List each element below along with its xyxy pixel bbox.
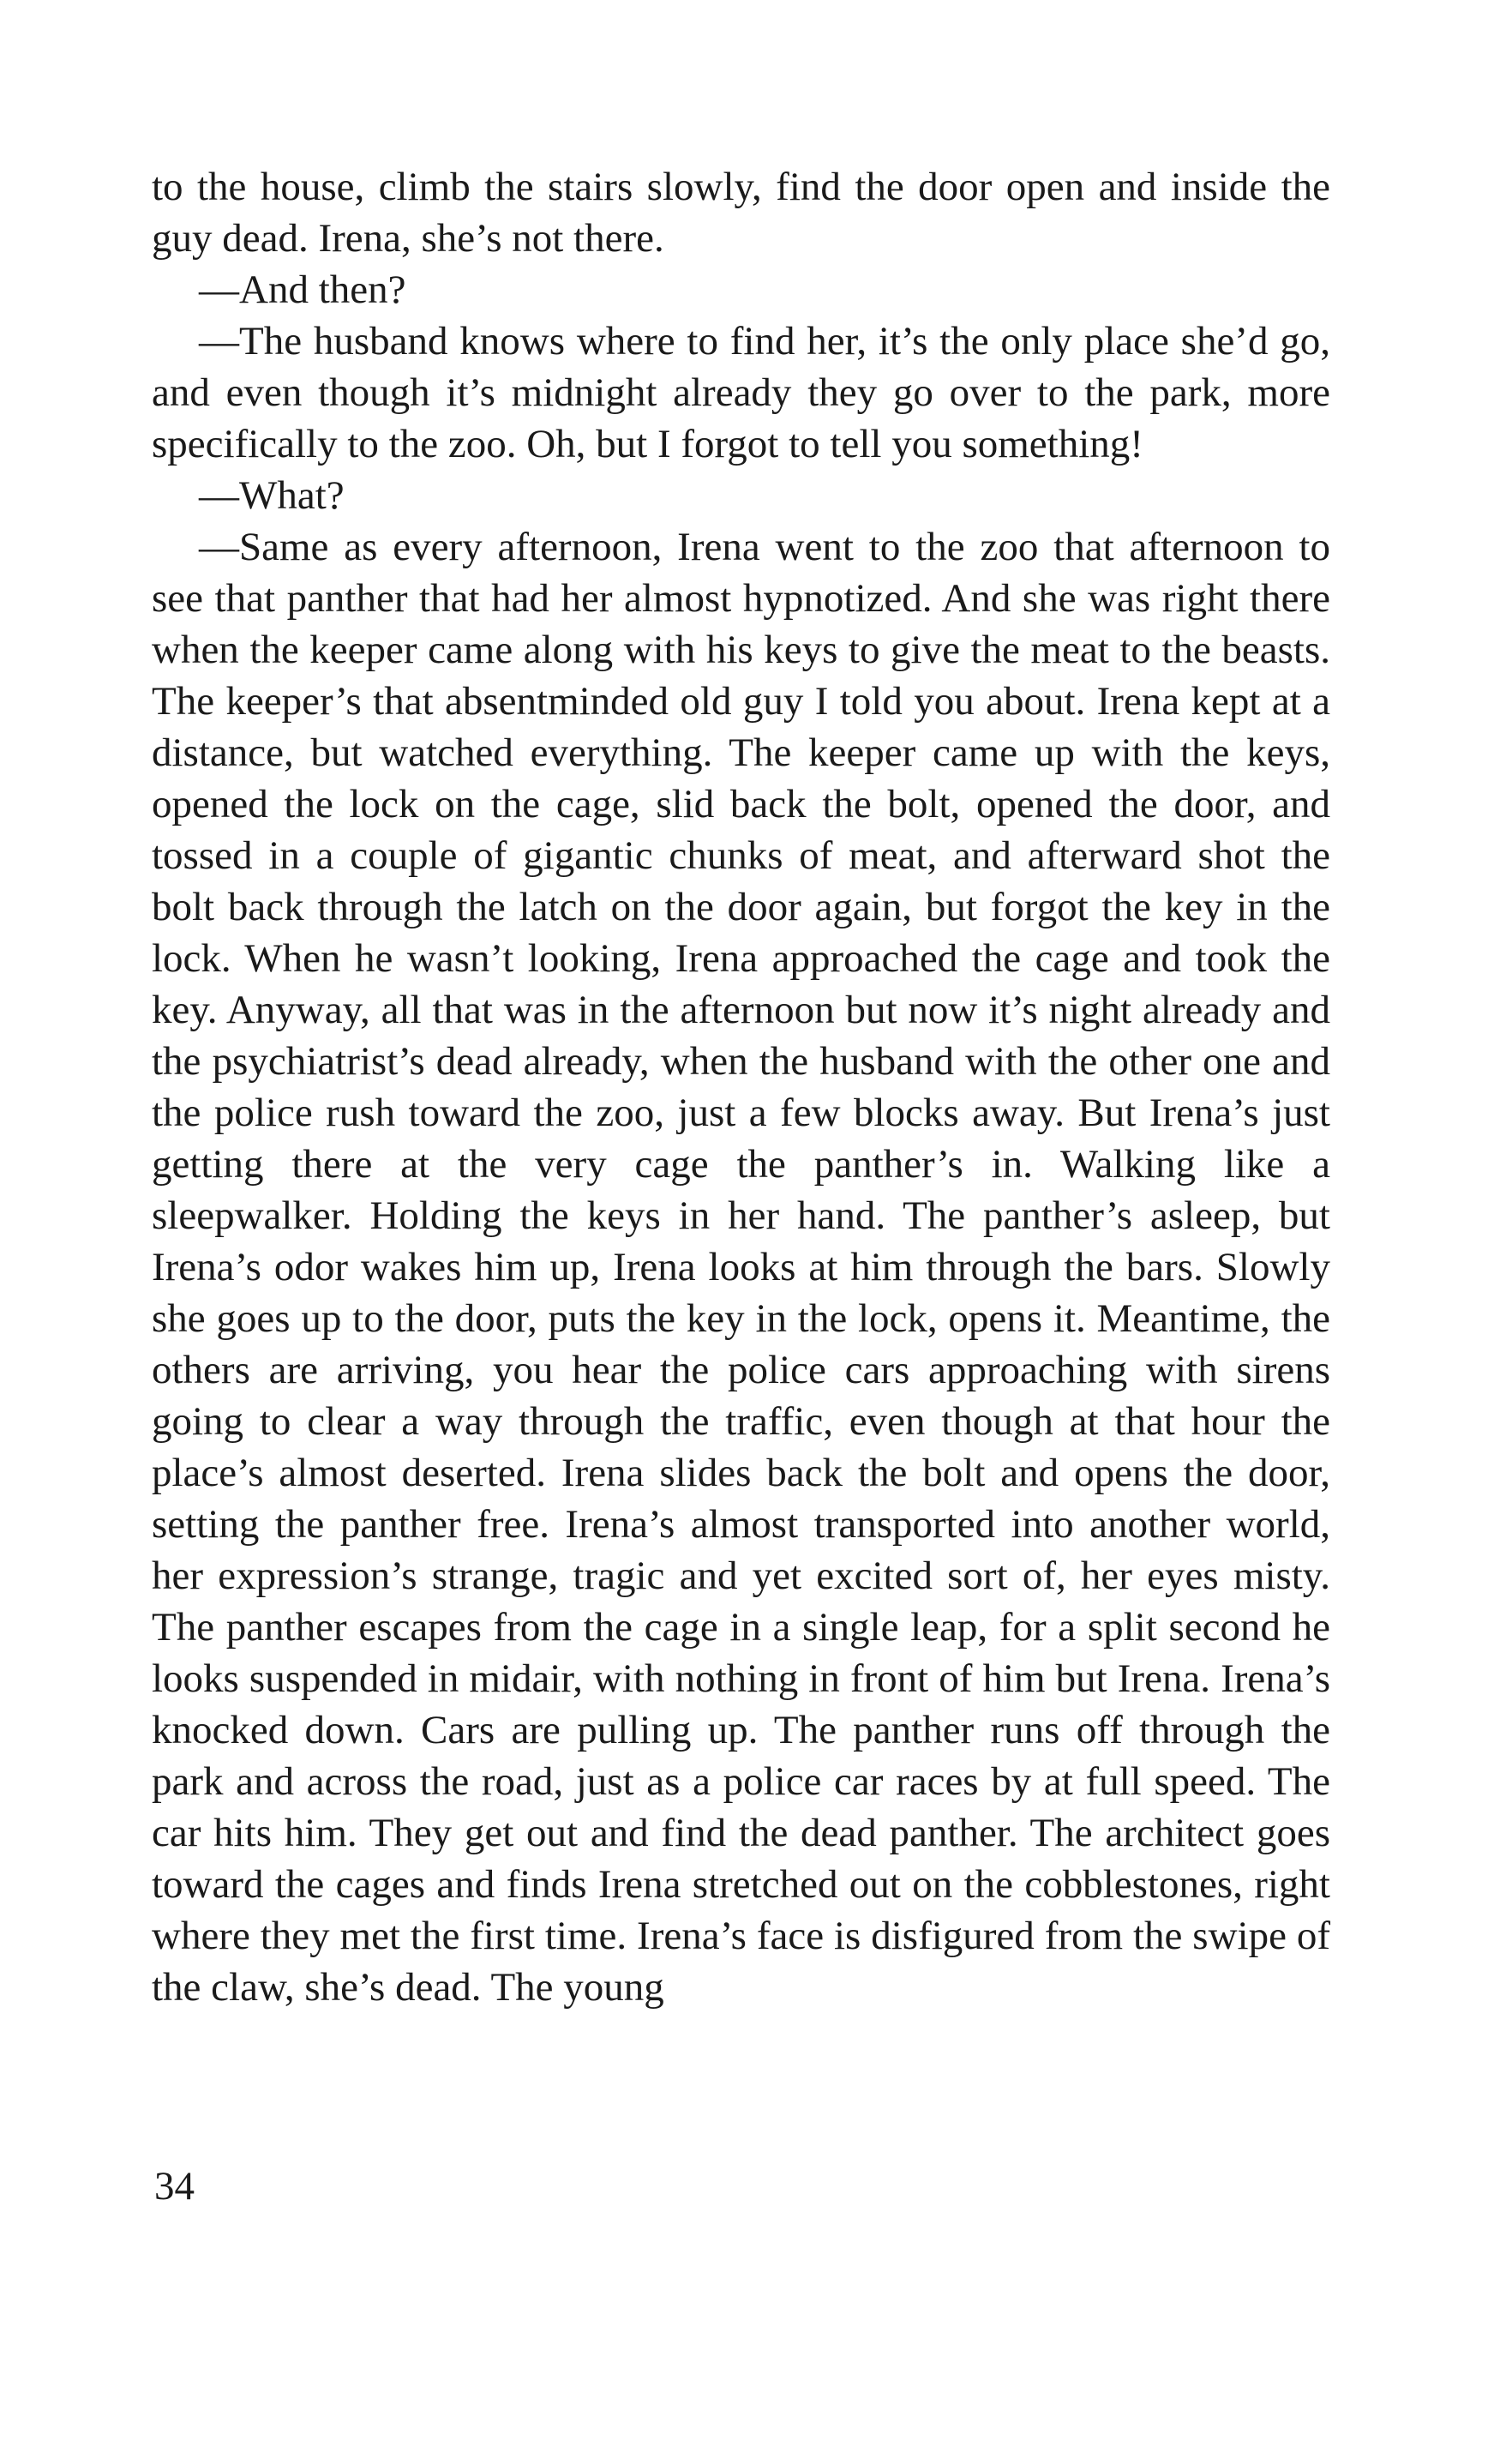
dialogue-what: —What? [199, 473, 345, 518]
dialogue-same-as-every-afternoon: —Same as every afternoon, Irena went to the zoo that afternoon to see that panther that had her almost hypnotized. And she was right there when the keeper came along with his keys to give the meat to the beasts. The keeper’s that absentminded old guy I told you about. Irena kept at a distance, but watched everything. The keeper came up with the keys, opened the lock on the cage, slid back the bolt, opened the door, and tossed in a couple of gigantic chunks of meat, and afterward shot the bolt back through the latch on the door again, but forgot the key in the lock. When he wasn’t looking, Irena approached the cage and took the key. Anyway, all that was in the afternoon but now it’s night already and the psychiatrist’s dead already, when the husband with the other one and the police rush toward the zoo, just a few blocks away. But Irena’s just getting there at the very cage the panther’s in. Walking like a sleepwalker. Holding the keys in her hand. The panther’s asleep, but Irena’s odor wakes him up, Irena looks at him through the bars. Slowly she goes up to the door, puts the key in the lock, opens it. Meantime, the others are arriving, you hear the police cars approaching with sirens going to clear a way through the traffic, even though at that hour the place’s almost deserted. Irena slides back the bolt and opens the door, setting the panther free. Irena’s almost transported into another world, her expression’s strange, tragic and yet excited sort of, her eyes misty. The panther escapes from the cage in a single leap, for a split second he looks suspended in midair, with nothing in front of him but Irena. Irena’s knocked down. Cars are pulling up. The panther runs off through the park and across the road, just as a police car races by at full speed. The car hits him. They get out and find the dead panther. The architect goes toward the cages and finds Irena stretched out on the cobblestones, right where they met the first time. Irena’s face is disfigured from the swipe of the claw, she’s dead. The young [152, 525, 1330, 2010]
page-number: 34 [154, 2164, 195, 2209]
dialogue-and-then: —And then? [199, 267, 406, 312]
dialogue-husband-knows: —The husband knows where to find her, it’s the only place she’d go, and even though it’s midnight already they go over to the park, more specifically to the zoo. Oh, but I forgot to tell you something! [152, 319, 1330, 466]
body-text [152, 161, 1330, 2013]
paragraph-continuation: to the house, climb the stairs slowly, find the door open and inside the guy dead. Irena, she’s not there. [152, 165, 1330, 261]
